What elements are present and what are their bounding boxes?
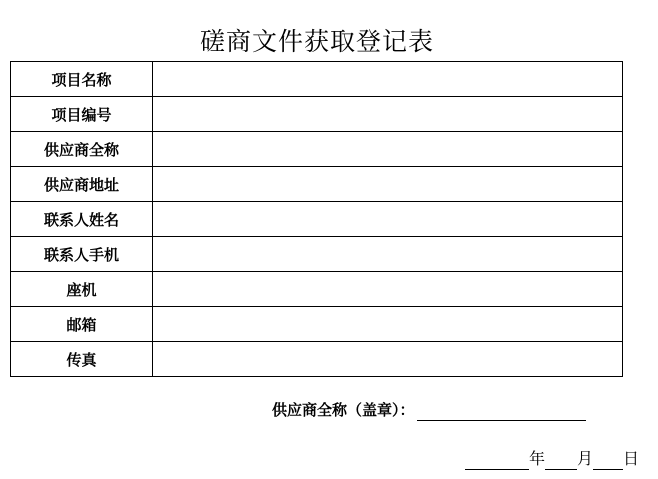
page-title: 磋商文件获取登记表 — [199, 27, 434, 56]
year-field[interactable] — [465, 451, 529, 470]
table-row — [11, 202, 623, 237]
table-row — [11, 167, 623, 202]
row-label-supplier-address: 供应商地址 — [11, 167, 153, 202]
contact-mobile-field[interactable] — [153, 237, 623, 272]
row-label-contact-mobile: 联系人手机 — [11, 237, 153, 272]
row-label-project-name: 项目名称 — [11, 62, 153, 97]
table-row — [11, 272, 623, 307]
project-number-field[interactable] — [153, 97, 623, 132]
month-field[interactable] — [545, 451, 577, 470]
table-row — [11, 237, 623, 272]
supplier-stamp-line — [272, 399, 586, 421]
year-label: 年 — [529, 449, 546, 468]
landline-field[interactable] — [153, 272, 623, 307]
row-label-contact-name: 联系人姓名 — [11, 202, 153, 237]
fax-field[interactable] — [153, 342, 623, 377]
row-label-email: 邮箱 — [11, 307, 153, 342]
table-row — [11, 97, 623, 132]
supplier-stamp-label: 供应商全称（盖章）： — [272, 401, 415, 419]
email-field[interactable] — [153, 307, 623, 342]
supplier-address-field[interactable] — [153, 167, 623, 202]
row-label-landline: 座机 — [11, 272, 153, 307]
table-row — [11, 132, 623, 167]
row-label-project-number: 项目编号 — [11, 97, 153, 132]
day-field[interactable] — [593, 451, 623, 470]
month-label: 月 — [577, 449, 594, 468]
supplier-stamp-field[interactable] — [417, 404, 586, 421]
registration-table — [10, 61, 623, 377]
date-line — [465, 448, 639, 470]
contact-name-field[interactable] — [153, 202, 623, 237]
table-row — [11, 307, 623, 342]
row-label-supplier-name: 供应商全称 — [11, 132, 153, 167]
table-row — [11, 62, 623, 97]
supplier-name-field[interactable] — [153, 132, 623, 167]
day-label: 日 — [623, 449, 640, 468]
table-row — [11, 342, 623, 377]
row-label-fax: 传真 — [11, 342, 153, 377]
project-name-field[interactable] — [153, 62, 623, 97]
